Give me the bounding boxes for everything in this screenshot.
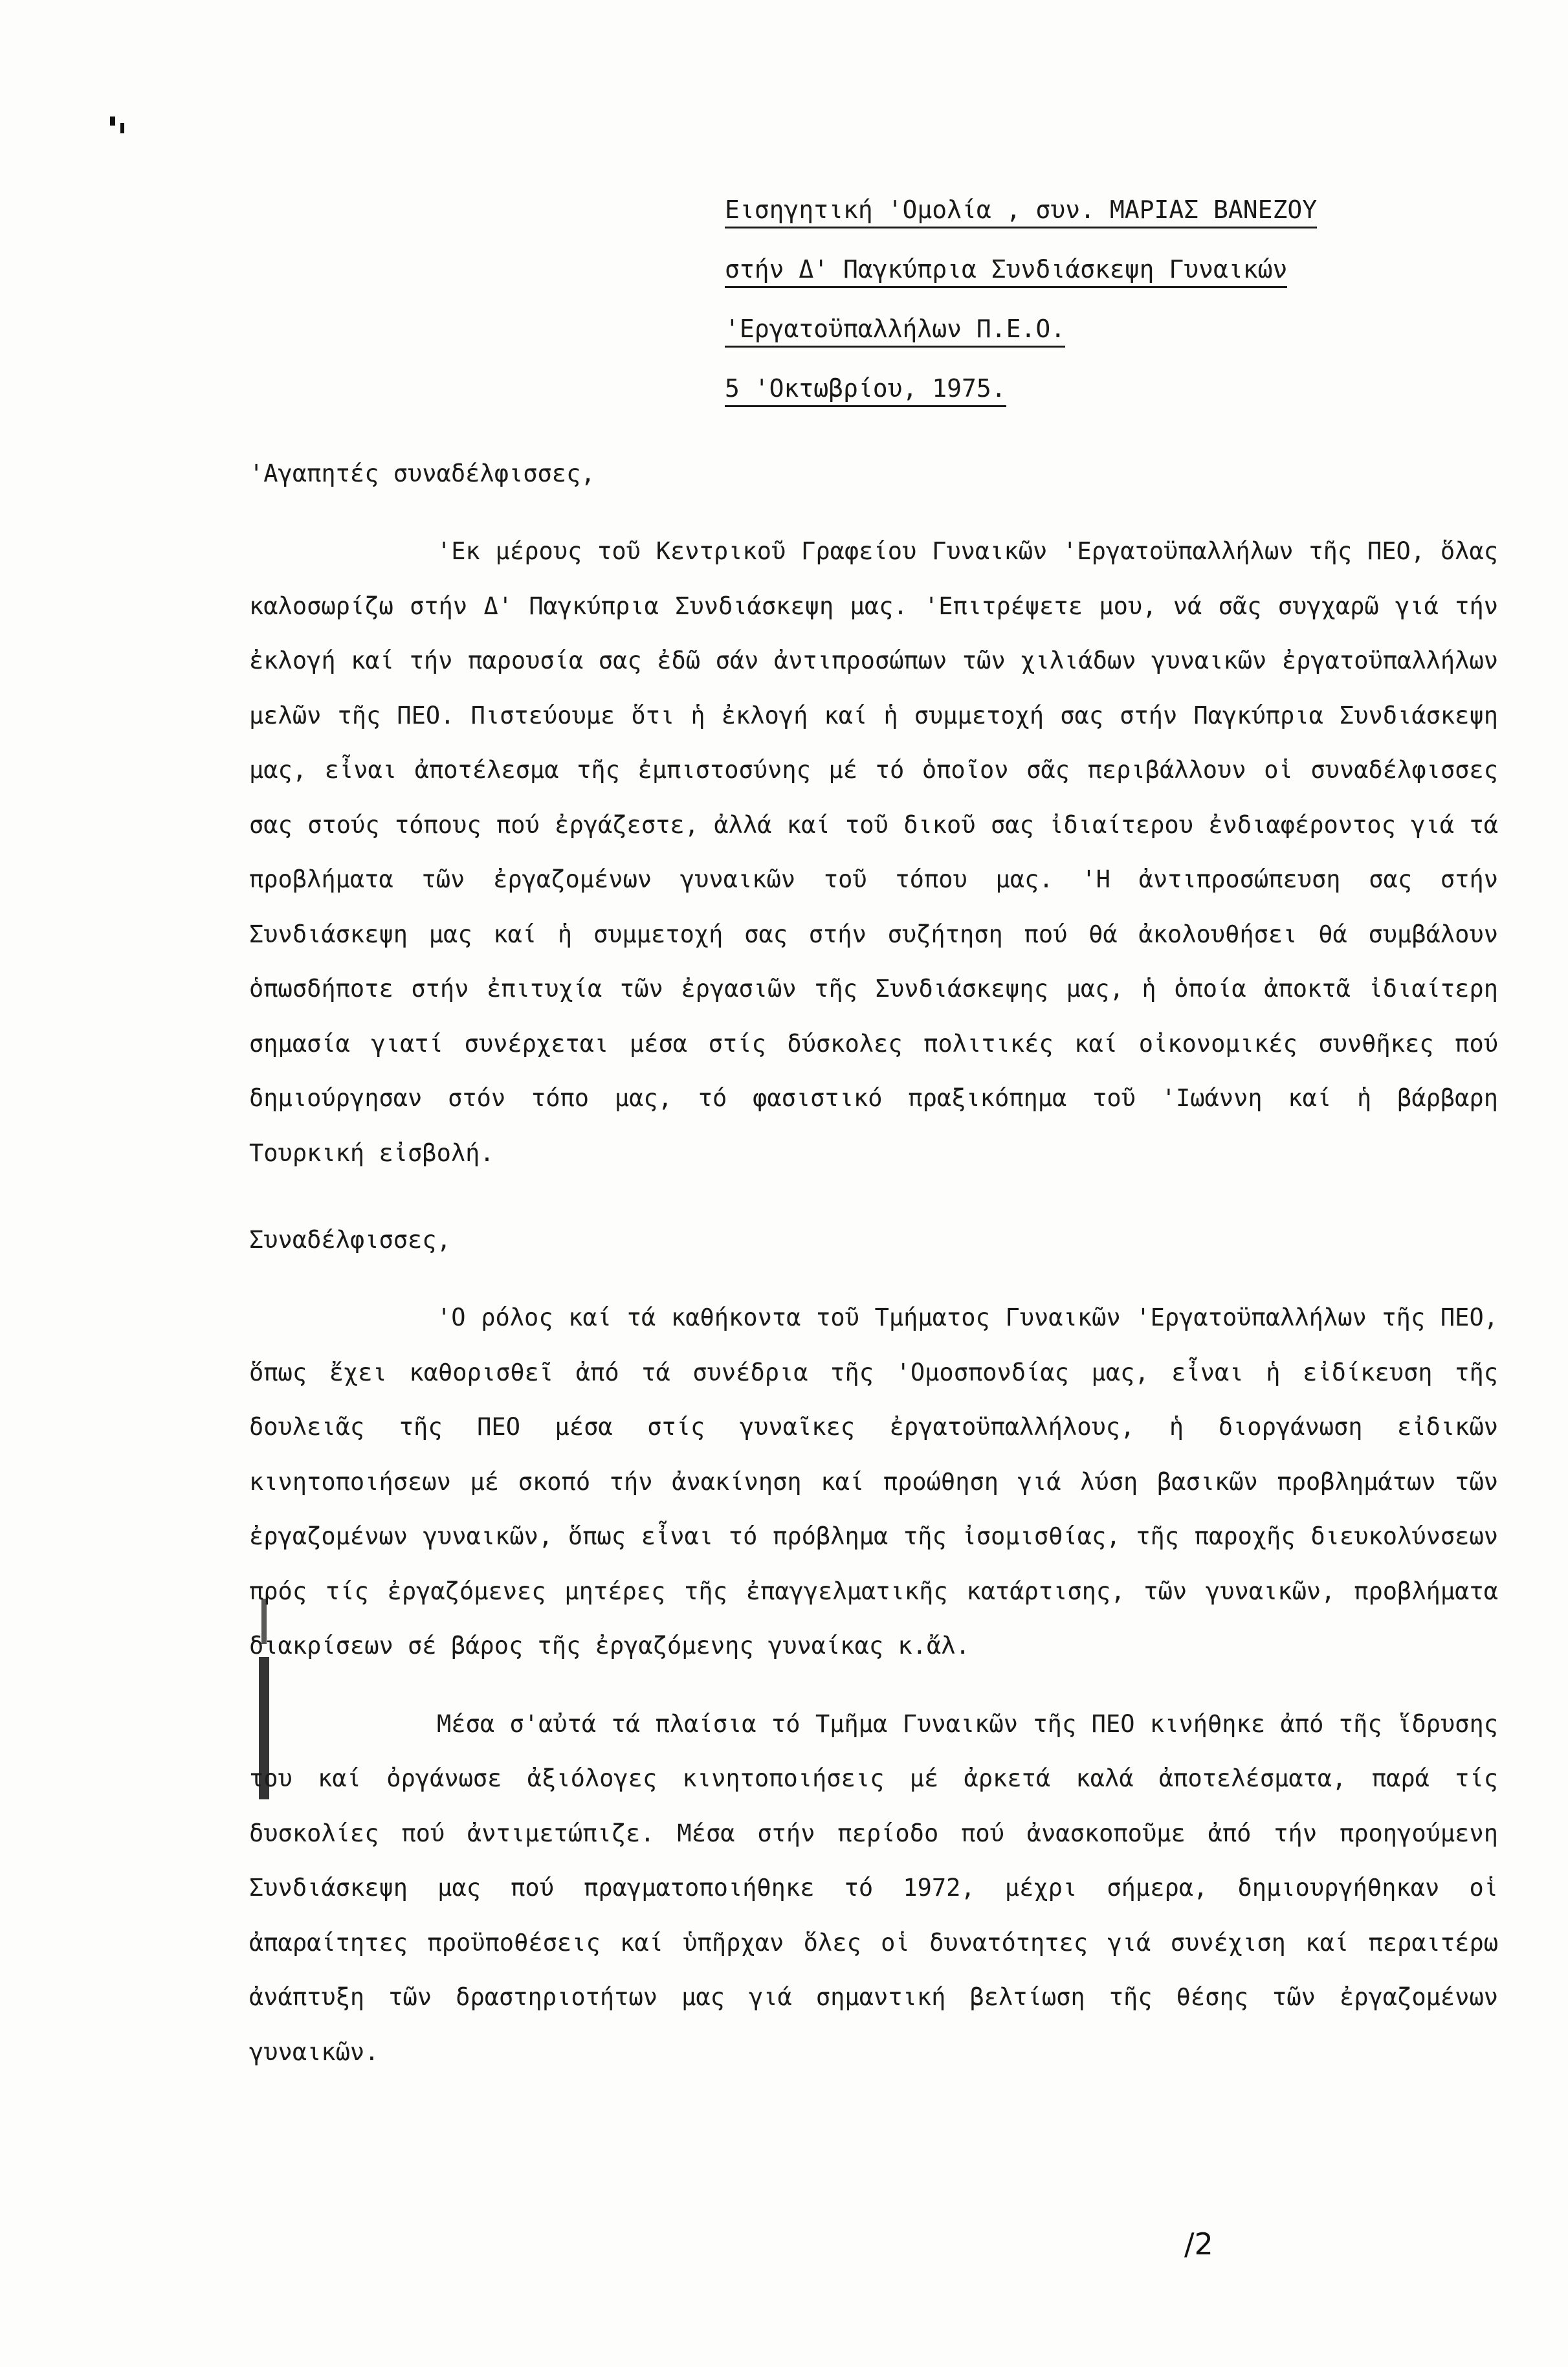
header-date-line xyxy=(725,359,1411,418)
header-date: 5 'Οκτωβρίου, 1975. xyxy=(725,374,1006,407)
header-title: Εισηγητική 'Ομολία , συν. ΜΑΡΙΑΣ ΒΑΝΕΖΟΥ xyxy=(725,195,1317,228)
header-conference-line xyxy=(725,239,1411,299)
document-body xyxy=(249,447,1498,2080)
header-conference: στήν Δ' Παγκύπρια Συνδιάσκεψη Γυναικών xyxy=(725,255,1287,288)
header-organization: 'Εργατοϋπαλλήλων Π.Ε.Ο. xyxy=(725,315,1065,348)
scan-speck xyxy=(110,117,115,126)
salutation-second: Συναδέλφισσες, xyxy=(249,1226,451,1254)
scan-speck xyxy=(120,123,124,133)
document-header xyxy=(725,180,1411,418)
page-number: /2 xyxy=(1184,2227,1213,2261)
header-organization-line xyxy=(725,299,1411,359)
paragraph-role: 'Ο ρόλος καί τά καθήκοντα τοῦ Τμήματος Γυναικῶν 'Εργατοϋπαλλήλων τῆς ΠΕΟ, ὅπως ἔχει καθορισθεῖ ἀπό τά συνέδρια τῆς 'Ομοσπονδίας μας, εἶναι ἡ εἰδίκευση τῆς δουλειᾶς τῆς ΠΕΟ μέσα στίς γυναῖκες ἐργατοϋπαλλήλους, ἡ διοργάνωση εἰδικῶν κινητοποιήσεων μέ σκοπό τήν ἀνακίνηση καί προώθηση γιά λύση βασικῶν προβλημάτων τῶν ἐργαζομένων γυναικῶν, ὅπως εἶναι τό πρόβλημα τῆς ἰσομισθίας, τῆς παροχῆς διευκολύνσεων πρός τίς ἐργαζόμενες μητέρες τῆς ἐπαγγελματικῆς κατάρτισης, τῶν γυναικῶν, προβλήματα διακρίσεων σέ βάρος τῆς ἐργαζόμενης γυναίκας κ.ἄλ. xyxy=(249,1304,1498,1660)
salutation: 'Αγαπητές συναδέλφισσες, xyxy=(249,460,595,487)
paragraph-activities: Μέσα σ'αὐτά τά πλαίσια τό Τμῆμα Γυναικῶν τῆς ΠΕΟ κινήθηκε ἀπό τῆς ἵδρυσης του καί ὀργάνωσε ἀξιόλογες κινητοποιήσεις μέ ἀρκετά καλά ἀποτελέσματα, παρά τίς δυσκολίες πού ἀντιμετώπιζε. Μέσα στήν περίοδο πού ἀνασκοποῦμε ἀπό τήν προηγούμενη Συνδιάσκεψη μας πού πραγματοποιήθηκε τό 1972, μέχρι σήμερα, δημιουργήθηκαν οἱ ἀπαραίτητες προϋποθέσεις καί ὑπῆρχαν ὅλες οἱ δυνατότητες γιά συνέχιση καί περαιτέρω ἀνάπτυξη τῶν δραστηριοτήτων μας γιά σημαντική βελτίωση τῆς θέσης τῶν ἐργαζομένων γυναικῶν. xyxy=(249,1709,1498,2066)
paragraph-intro: 'Εκ μέρους τοῦ Κεντρικοῦ Γραφείου Γυναικῶν 'Εργατοϋπαλλήλων τῆς ΠΕΟ, ὅλας καλοσωρίζω στήν Δ' Παγκύπρια Συνδιάσκεψη μας. 'Επιτρέψετε μου, νά σᾶς συγχαρῶ γιά τήν ἐκλογή καί τήν παρουσία σας ἐδῶ σάν ἀντιπροσώπων τῶν χιλιάδων γυναικῶν ἐργατοϋπαλλήλων μελῶν τῆς ΠΕΟ. Πιστεύουμε ὅτι ἡ ἐκλογή καί ἡ συμμετοχή σας στήν Παγκύπρια Συνδιάσκεψη μας, εἶναι ἀποτέλεσμα τῆς ἐμπιστοσύνης μέ τό ὁποῖον σᾶς περιβάλλουν οἱ συναδέλφισσες σας στούς τόπους πού ἐργάζεστε, ἀλλά καί τοῦ δικοῦ σας ἰδιαίτερου ἐνδιαφέροντος γιά τά προβλήματα τῶν ἐργαζομένων γυναικῶν τοῦ τόπου μας. 'Η ἀντιπροσώπευση σας στήν Συνδιάσκεψη μας καί ἡ συμμετοχή σας στήν συζήτηση πού θά ἀκολουθήσει θά συμβάλουν ὁπωσδήποτε στήν ἐπιτυχία τῶν ἐργασιῶν τῆς Συνδιάσκεψης μας, ἡ ὁποία ἀποκτᾶ ἰδιαίτερη σημασία γιατί συνέρχεται μέσα στίς δύσκολες πολιτικές καί οἰκονομικές συνθῆκες πού δημιούργησαν στόν τόπο μας, τό φασιστικό πραξικόπημα τοῦ 'Ιωάννη καί ἡ βάρβαρη Τουρκική εἰσβολή. xyxy=(249,537,1498,1167)
header-title-line xyxy=(725,180,1411,239)
